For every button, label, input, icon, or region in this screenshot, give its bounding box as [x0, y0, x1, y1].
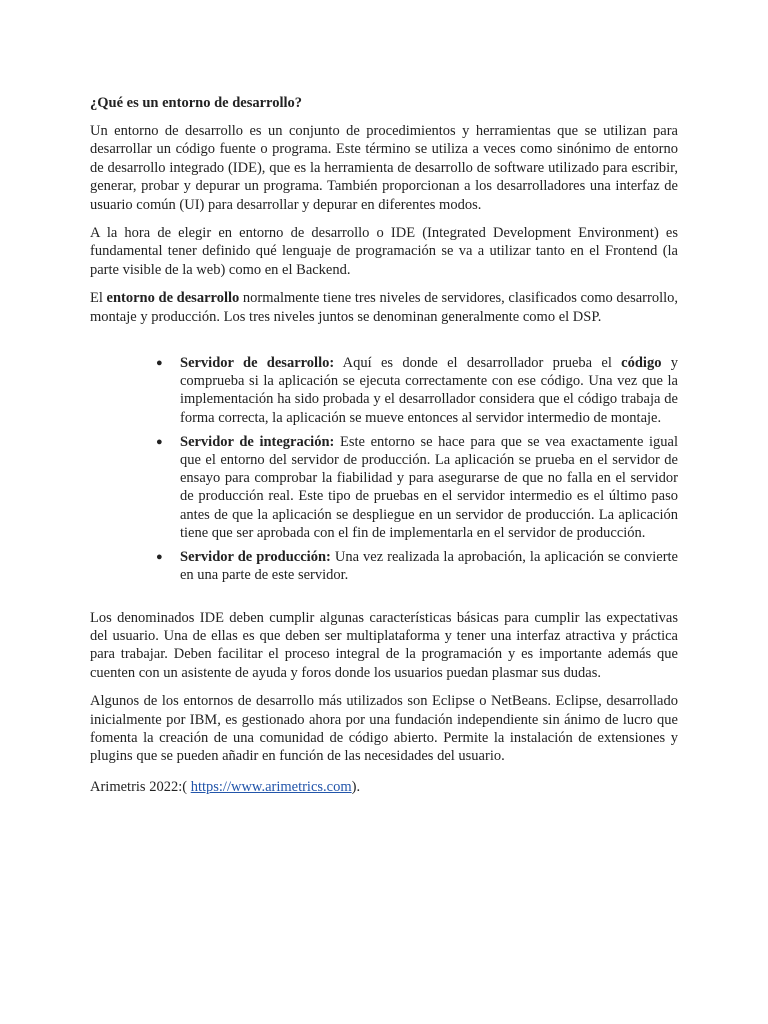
- server-list: [90, 354, 678, 584]
- list-item-bold-word: código: [621, 355, 662, 372]
- paragraph-ide-choice: A la hora de elegir en entorno de desarrollo o IDE (Integrated Development Environment) es fundamental tener definido qué lenguaje de programación se va a utilizar tanto en el Frontend (la parte visible de la web) como en el Backend.: [90, 225, 678, 278]
- list-item-development-server: [156, 354, 679, 427]
- list-item-text: Aquí es donde el desarrollador prueba el: [334, 355, 622, 372]
- paragraph-server-levels-post: normalmente tiene tres niveles de servidores, clasificados como desarrollo, montaje y producción. Los tres niveles juntos se denominan generalmente como el DSP.: [90, 290, 678, 325]
- list-item-text: Una vez realizada la aprobación, la aplicación se convierte en una parte de este servidor.: [180, 549, 678, 584]
- paragraph-popular-ides: Algunos de los entornos de desarrollo más utilizados son Eclipse o NetBeans. Eclipse, desarrollado inicialmente por IBM, es gestionado ahora por una fundación independiente sin ánimo de lucro que fomenta la creación de una comunidad de código abierto. Permite la instalación de extensiones y plugins que se pueden añadir en función de las necesidades del usuario.: [90, 693, 678, 765]
- source-citation: [90, 778, 678, 796]
- bullet-icon: ●: [156, 551, 163, 564]
- bullet-icon: ●: [156, 357, 163, 370]
- list-item-title: Servidor de integración:: [180, 433, 335, 450]
- source-citation-post: ).: [351, 778, 361, 795]
- document-heading: ¿Qué es un entorno de desarrollo?: [90, 95, 302, 111]
- list-item-title: Servidor de desarrollo:: [180, 355, 335, 372]
- source-citation-pre: Arimetris 2022:(: [90, 778, 191, 795]
- paragraph-server-levels-pre: El: [90, 290, 107, 307]
- source-link[interactable]: https://www.arimetrics.com: [190, 778, 352, 795]
- paragraph-server-levels: [90, 289, 678, 326]
- paragraph-ide-features: Los denominados IDE deben cumplir algunas características básicas para cumplir las expectativas del usuario. Una de ellas es que deben ser multiplataforma y tener una interfaz atractiva y práctica para trabajar. Deben facilitar el proceso integral de la programación y es importante además que cuenten con un asistente de ayuda y foros donde los usuarios puedan plasmar sus dudas.: [90, 609, 678, 681]
- list-item-integration-server: [156, 433, 678, 542]
- list-item-text: Este entorno se hace para que se vea exactamente igual que el entorno del servidor de producción. La aplicación se prueba en el servidor de ensayo para comprobar la fiabilidad y para asegurarse de que no falla en el servidor de producción real. Este tipo de pruebas en el servidor intermedio es el último paso antes de que la aplicación se despliegue en un servidor de producción. La aplicación tiene que ser aprobada con el fin de implementarla en el servidor de producción.: [180, 433, 678, 541]
- paragraph-server-levels-bold: entorno de desarrollo: [106, 290, 240, 307]
- list-item-title: Servidor de producción:: [180, 549, 331, 566]
- list-item-production-server: [156, 548, 678, 584]
- bullet-icon: ●: [156, 435, 163, 448]
- paragraph-definition: Un entorno de desarrollo es un conjunto de procedimientos y herramientas que se utilizan para desarrollar un código fuente o programa. Este término se utiliza a veces como sinónimo de entorno de desarrollo integrado (IDE), que es la herramienta de desarrollo de software utilizado para escribir, generar, probar y depurar un programa. También proporcionan a los desarrolladores una interfaz de usuario común (UI) para desarrollar y depurar en diferentes modos.: [90, 123, 678, 213]
- list-item-text-continued: y comprueba si la aplicación se ejecuta correctamente con ese código. Una vez que la implementación ha sido probada y el desarrollador considera que el código trabaja de forma correcta, la aplicación se mueve entonces al servidor intermedio de montaje.: [180, 355, 679, 426]
